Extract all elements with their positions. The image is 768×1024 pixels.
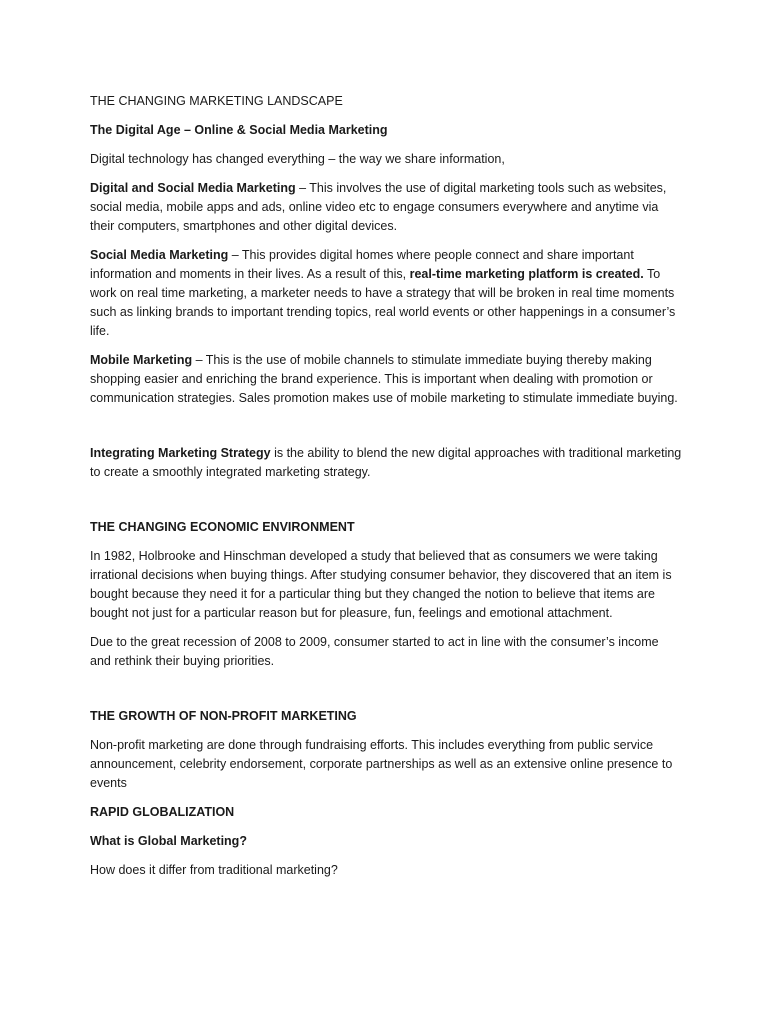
traditional-marketing-question: How does it differ from traditional marketing? <box>90 863 338 877</box>
globalization-heading: RAPID GLOBALIZATION <box>90 805 235 819</box>
real-time-platform-bold: real-time marketing platform is created. <box>409 267 644 281</box>
non-profit-heading: THE GROWTH OF NON-PROFIT MARKETING <box>90 709 357 723</box>
document-title: THE CHANGING MARKETING LANDSCAPE <box>90 94 343 108</box>
social-media-paragraph: Social Media Marketing – This provides digital homes where people connect and share important information and moments in their lives. As a result of this, real-time marketing platform is created. To work on real time marketing, a marketer needs to have a strategy that will be broken in real time moments such as linking brands to important trending topics, real world events or other happenings in a consumer’s life. <box>90 248 676 338</box>
integrating-strategy-paragraph: Integrating Marketing Strategy is the ability to blend the new digital approaches with traditional marketing to create a smoothly integrated marketing strategy. <box>90 446 682 479</box>
intro-paragraph: Digital technology has changed everything – the way we share information, <box>90 152 505 166</box>
economic-paragraph-2: Due to the great recession of 2008 to 2009, consumer started to act in line with the consumer’s income and rethink their buying priorities. <box>90 635 659 668</box>
document-body <box>90 92 682 890</box>
non-profit-paragraph: Non-profit marketing are done through fundraising efforts. This includes everything from public service announcement, celebrity endorsement, corporate partnerships as well as an extensive online presence to events <box>90 738 673 790</box>
global-marketing-question: What is Global Marketing? <box>90 834 247 848</box>
digital-social-media-term: Digital and Social Media Marketing <box>90 181 296 195</box>
digital-age-heading: The Digital Age – Online & Social Media Marketing <box>90 123 388 137</box>
social-media-term: Social Media Marketing <box>90 248 229 262</box>
economic-paragraph-1: In 1982, Holbrooke and Hinschman developed a study that believed that as consumers we were taking irrational decisions when buying things. After studying consumer behavior, they discovered that an item is bought because they need it for a particular thing but they changed the notion to believe that items are bought not just for a particular reason but for pleasure, fun, feelings and emotional attachment. <box>90 549 672 620</box>
digital-social-media-paragraph: Digital and Social Media Marketing – This involves the use of digital marketing tools such as websites, social media, mobile apps and ads, online video etc to engage consumers everywhere and anytime via their computers, smartphones and other digital devices. <box>90 181 667 233</box>
economic-environment-heading: THE CHANGING ECONOMIC ENVIRONMENT <box>90 520 355 534</box>
integrating-strategy-term: Integrating Marketing Strategy <box>90 446 271 460</box>
mobile-marketing-term: Mobile Marketing <box>90 353 193 367</box>
mobile-marketing-paragraph: Mobile Marketing – This is the use of mobile channels to stimulate immediate buying thereby making shopping easier and enriching the brand experience. This is important when dealing with promotion or communication strategies. Sales promotion makes use of mobile marketing to stimulate immediate buying. <box>90 353 678 405</box>
